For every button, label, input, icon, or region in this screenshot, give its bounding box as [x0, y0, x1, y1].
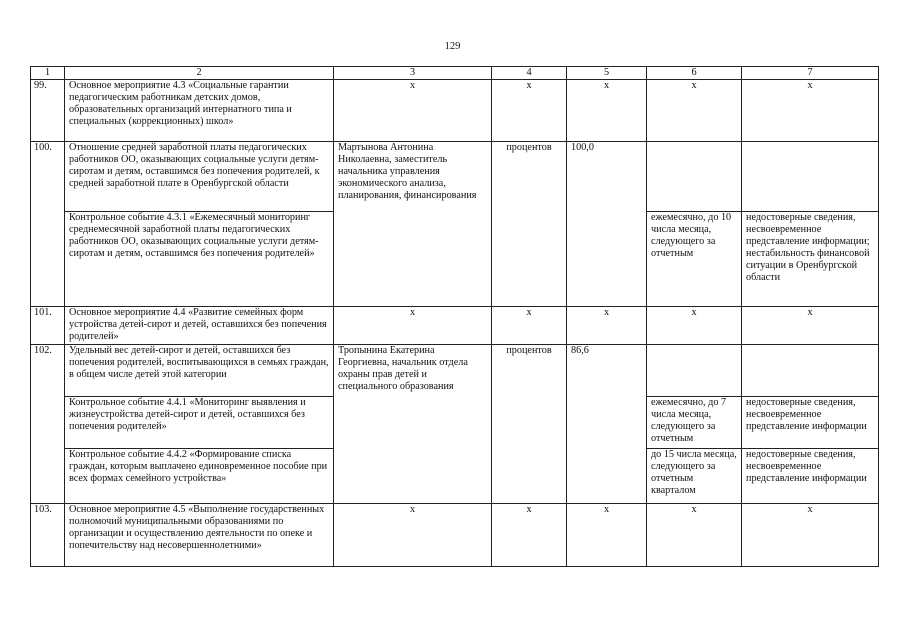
- event-deadline: до 15 числа месяца, следующего за отчетным кварталом: [647, 449, 742, 504]
- cell-value: х: [567, 80, 647, 142]
- col-header-4: 4: [492, 67, 567, 80]
- col-header-2: 2: [65, 67, 334, 80]
- cell-unit: х: [492, 307, 567, 345]
- event-deadline: ежемесячно, до 7 числа месяца, следующего за отчетным: [647, 397, 742, 449]
- event-deadline: ежемесячно, до 10 числа месяца, следующего за отчетным: [647, 212, 742, 307]
- responsible-person: Тропынина Екатерина Георгиевна, начальник отдела охраны прав детей и специального образования: [334, 345, 492, 504]
- indicator-title: Отношение средней заработной платы педагогических работников ОО, оказывающих социальные услуги детям-сиротам и детям, оставшимся без попечения родителей, к средней заработной плате в Оренбургской области: [65, 142, 334, 212]
- cell-deadline: х: [647, 504, 742, 567]
- cell-unit: х: [492, 504, 567, 567]
- header-row: [31, 67, 879, 80]
- col-header-3: 3: [334, 67, 492, 80]
- row-number: 102.: [31, 345, 65, 504]
- cell-value: х: [567, 504, 647, 567]
- unit: процентов: [492, 142, 567, 307]
- target-value: 100,0: [567, 142, 647, 307]
- plan-table: [30, 66, 879, 567]
- control-event: Контрольное событие 4.3.1 «Ежемесячный мониторинг среднемесячной заработной платы педагогических работников ОО, оказывающих социальные услуги детям-сиротам и детям, оставшимся без попечения родителей»: [65, 212, 334, 307]
- col-header-7: 7: [742, 67, 879, 80]
- row-number: 99.: [31, 80, 65, 142]
- event-risk: недостоверные сведения, несвоевременное представление информации: [742, 397, 879, 449]
- cell-deadline: х: [647, 80, 742, 142]
- table-row: [31, 307, 879, 345]
- cell-responsible: х: [334, 504, 492, 567]
- cell-responsible: х: [334, 80, 492, 142]
- cell-risk: х: [742, 504, 879, 567]
- cell-unit: х: [492, 80, 567, 142]
- row-number: 100.: [31, 142, 65, 307]
- col-header-1: 1: [31, 67, 65, 80]
- indicator-title: Удельный вес детей-сирот и детей, оставшихся без попечения родителей, воспитывающихся в семьях граждан, в общем числе детей этой категории: [65, 345, 334, 397]
- page-number: 129: [444, 41, 461, 52]
- col-header-5: 5: [567, 67, 647, 80]
- event-risk: недостоверные сведения, несвоевременное представление информации; нестабильность финансовой ситуации в Оренбургской области: [742, 212, 879, 307]
- unit: процентов: [492, 345, 567, 504]
- activity-title: Основное мероприятие 4.4 «Развитие семейных форм устройства детей-сирот и детей, оставшихся без попечения родителей»: [65, 307, 334, 345]
- control-event: Контрольное событие 4.4.2 «Формирование списка граждан, которым выплачено единовременное пособие при всех формах семейного устройства»: [65, 449, 334, 504]
- activity-title: Основное мероприятие 4.3 «Социальные гарантии педагогическим работникам детских домов, образовательных организаций интернатного типа и специальных (коррекционных) школ»: [65, 80, 334, 142]
- row-number: 101.: [31, 307, 65, 345]
- responsible-person: Мартынова Антонина Николаевна, заместитель начальника управления экономического анализа, планирования, финансирования: [334, 142, 492, 307]
- activity-title: Основное мероприятие 4.5 «Выполнение государственных полномочий муниципальными образованиями по организации и осуществлению деятельности по опеке и попечительству над несовершеннолетними»: [65, 504, 334, 567]
- cell-deadline: [647, 142, 742, 212]
- target-value: 86,6: [567, 345, 647, 504]
- table-row: [31, 80, 879, 142]
- cell-value: х: [567, 307, 647, 345]
- cell-risk: х: [742, 307, 879, 345]
- cell-risk: х: [742, 80, 879, 142]
- cell-risk: [742, 345, 879, 397]
- cell-deadline: х: [647, 307, 742, 345]
- table-row: [31, 504, 879, 567]
- control-event: Контрольное событие 4.4.1 «Мониторинг выявления и жизнеустройства детей-сирот и детей, оставшихся без попечения родителей»: [65, 397, 334, 449]
- table-row: [31, 345, 879, 397]
- cell-deadline: [647, 345, 742, 397]
- col-header-6: 6: [647, 67, 742, 80]
- cell-risk: [742, 142, 879, 212]
- row-number: 103.: [31, 504, 65, 567]
- cell-responsible: х: [334, 307, 492, 345]
- table-row: [31, 142, 879, 212]
- event-risk: недостоверные сведения, несвоевременное представление информации: [742, 449, 879, 504]
